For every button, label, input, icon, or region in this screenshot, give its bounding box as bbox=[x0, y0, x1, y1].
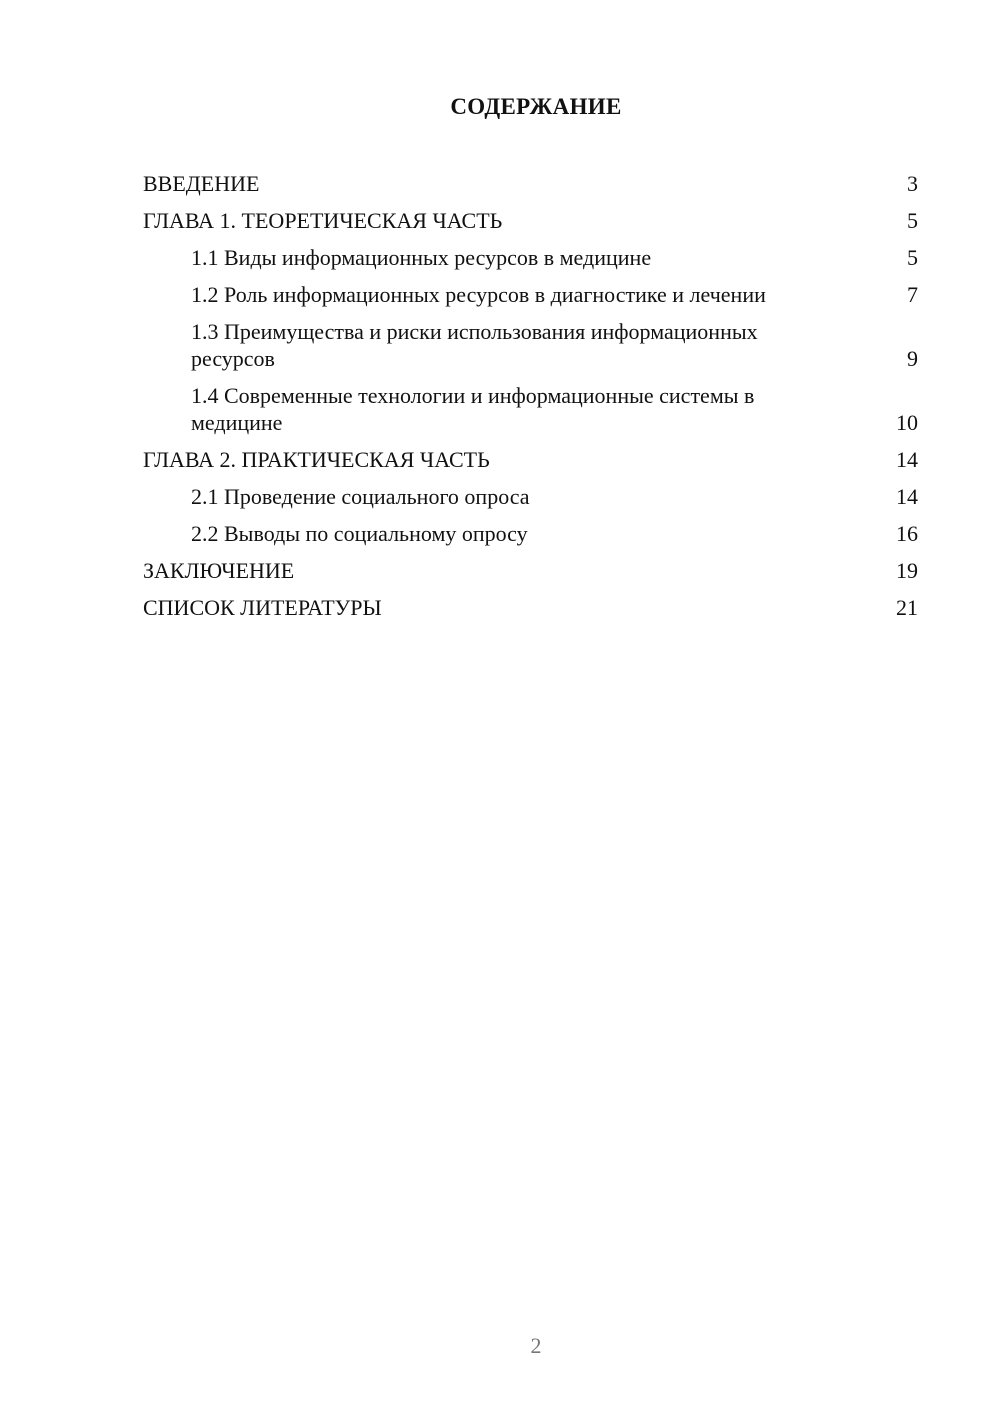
toc-entry-page: 5 bbox=[907, 208, 918, 233]
toc-entry-section-1-2[interactable] bbox=[143, 281, 918, 308]
table-of-contents bbox=[143, 170, 918, 631]
toc-entry-section-1-3[interactable] bbox=[143, 318, 918, 372]
toc-entry-page: 14 bbox=[896, 484, 918, 509]
toc-entry-text: ГЛАВА 2. ПРАКТИЧЕСКАЯ ЧАСТЬ bbox=[143, 447, 490, 472]
toc-entry-page: 19 bbox=[896, 558, 918, 583]
toc-entry-section-2-1[interactable] bbox=[143, 483, 918, 510]
toc-entry-section-2-2[interactable] bbox=[143, 520, 918, 547]
toc-entry-references[interactable] bbox=[143, 594, 918, 621]
toc-entry-page: 16 bbox=[896, 521, 918, 546]
toc-entry-text: 2.2 Выводы по социальному опросу bbox=[191, 521, 528, 546]
toc-title: СОДЕРЖАНИЕ bbox=[450, 94, 622, 119]
toc-entry-chapter-1[interactable] bbox=[143, 207, 918, 234]
toc-entry-text: ГЛАВА 1. ТЕОРЕТИЧЕСКАЯ ЧАСТЬ bbox=[143, 208, 503, 233]
toc-entry-introduction[interactable] bbox=[143, 170, 918, 197]
toc-entry-chapter-2[interactable] bbox=[143, 446, 918, 473]
toc-entry-text: 1.3 Преимущества и риски использования информационных ресурсов bbox=[191, 319, 758, 371]
toc-entry-section-1-4[interactable] bbox=[143, 382, 918, 436]
toc-entry-page: 21 bbox=[896, 595, 918, 620]
toc-entry-text: 1.4 Современные технологии и информационные системы в медицине bbox=[191, 383, 755, 435]
toc-entry-page: 9 bbox=[907, 346, 918, 371]
toc-entry-text: 1.2 Роль информационных ресурсов в диагностике и лечении bbox=[191, 282, 766, 307]
toc-entry-conclusion[interactable] bbox=[143, 557, 918, 584]
toc-entry-page: 10 bbox=[896, 410, 918, 435]
toc-entry-text: 2.1 Проведение социального опроса bbox=[191, 484, 530, 509]
toc-entry-section-1-1[interactable] bbox=[143, 244, 918, 271]
toc-entry-page: 3 bbox=[907, 171, 918, 196]
toc-entry-text: ВВЕДЕНИЕ bbox=[143, 171, 260, 196]
toc-entry-text: СПИСОК ЛИТЕРАТУРЫ bbox=[143, 595, 382, 620]
page-number: 2 bbox=[530, 1333, 542, 1358]
toc-entry-text: 1.1 Виды информационных ресурсов в медицине bbox=[191, 245, 652, 270]
toc-entry-text: ЗАКЛЮЧЕНИЕ bbox=[143, 558, 295, 583]
toc-entry-page: 14 bbox=[896, 447, 918, 472]
toc-entry-page: 5 bbox=[907, 245, 918, 270]
toc-entry-page: 7 bbox=[907, 282, 918, 307]
